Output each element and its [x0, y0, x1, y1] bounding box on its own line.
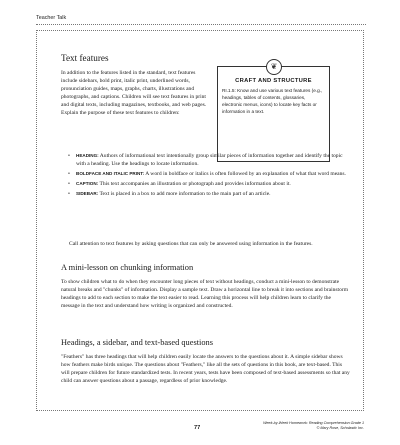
sidebar-title: CRAFT AND STRUCTURE	[235, 78, 312, 84]
feature-list	[68, 152, 350, 200]
footer-credit	[263, 421, 364, 431]
emblem-icon: ❦	[266, 59, 282, 75]
mini-lesson-paragraph: To show children what to do when they encounter long pieces of text without headings, conduct a mini-lesson to demonstrate natural breaks and "chunks" of information. Display a sample text. Draw a horizontal line to break it into sections and brainstorm headings to add to each section to make the text easier to read. Learning this process will help children learn to clarify the message in the text and understand how writing is organized and constructed.	[61, 279, 349, 310]
standard-sidebar	[217, 62, 330, 162]
feature-description: Authors of informational text intentionally group similar pieces of information together and identify the topic with a heading. Use the headings to locate information.	[76, 153, 343, 167]
feature-description: A word in boldface or italics is often followed by an explanation of what that word means.	[144, 171, 346, 177]
section-title-text-features: Text features	[61, 53, 109, 63]
page-number: 77	[194, 425, 201, 431]
headings-sidebar-paragraph: "Feathers" has three headings that will help children easily locate the answers to the questions about it. A simple sidebar shows how feathers make birds unique. The questions about "Feathers," like all the sets of questions in this book, are text-based. This will prepare children for future standardized tests. In recent years, tests have been composed of text-based assessments so that any child can answer questions about a passage, regardless of prior knowledge.	[61, 354, 350, 385]
running-header: Teacher Talk	[36, 15, 67, 21]
list-item	[68, 190, 350, 198]
feature-description: This text accompanies an illustration or photograph and provides information about it.	[98, 181, 291, 187]
header-rule	[36, 24, 366, 25]
bullet-icon: •	[68, 181, 70, 187]
list-item	[68, 170, 350, 178]
list-item	[68, 152, 350, 168]
section-title-headings-sidebar: Headings, a sidebar, and text-based questions	[61, 338, 214, 347]
sidebar-body: RI.1.5: Know and use various text features (e.g., headings, tables of contents, glossaries, electronic menus, icons) to locate key facts or information in a text.	[222, 88, 323, 114]
credit-line-title: Week-by-Week Homework: Reading Comprehension Grade 1	[263, 421, 364, 425]
feature-term: BOLDFACE AND ITALIC PRINT:	[76, 171, 145, 176]
feature-term: CAPTION:	[76, 181, 99, 186]
bullet-icon: •	[68, 171, 70, 177]
bullet-icon: •	[68, 153, 70, 159]
bullet-icon: •	[68, 191, 70, 197]
feature-description: Text is placed in a box to add more information to the main part of an article.	[98, 191, 271, 197]
closing-paragraph: Call attention to text features by asking questions that can only be answered using information in the features.	[69, 241, 313, 247]
list-item	[68, 180, 350, 188]
feature-term: SIDEBAR:	[76, 191, 99, 196]
credit-line-copyright: © Mary Rose, Scholastic Inc.	[316, 426, 364, 430]
intro-paragraph: In addition to the features listed in the standard, text features include sidebars, bold print, italic print, underlined words, pronunciation guides, maps, graphs, charts, illustrations and photographs, and captions. Children will see text features in print and digital texts, including magazines, textbooks, and web pages. Explain the purpose of these text features to children:	[61, 70, 207, 117]
section-title-mini-lesson: A mini-lesson on chunking information	[61, 263, 194, 272]
feature-term: HEADING:	[76, 153, 99, 158]
